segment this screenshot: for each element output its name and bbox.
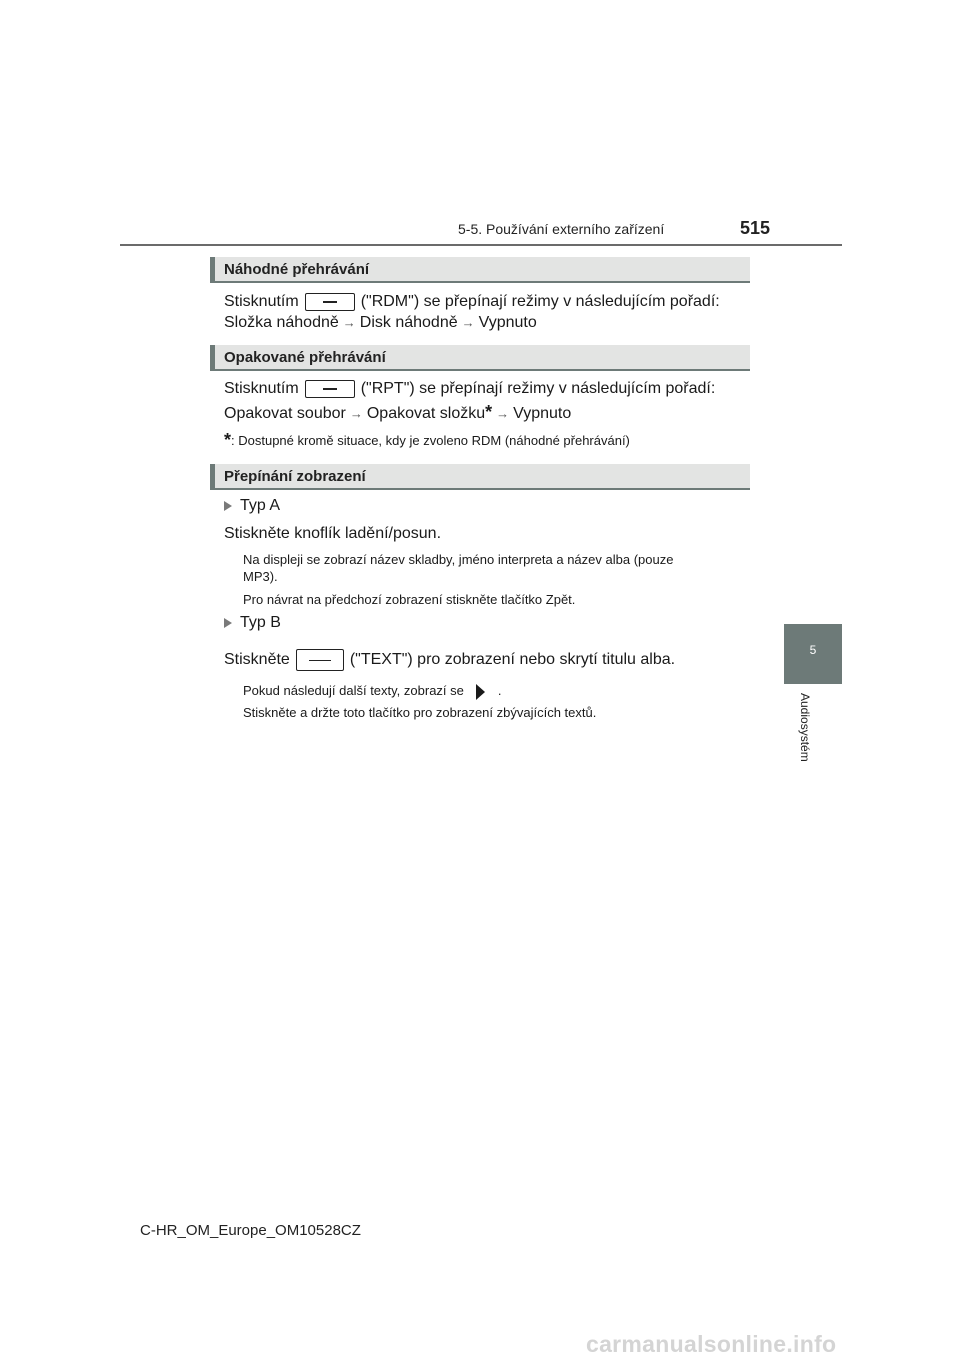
type-a-note1-line1: Na displeji se zobrazí název skladby, jméno interpreta a název alba (pouze xyxy=(243,552,674,567)
rpt-button-icon xyxy=(305,380,355,398)
repeat-instruction xyxy=(224,380,715,398)
type-b-instruction xyxy=(224,649,675,671)
arrow-icon: → xyxy=(496,406,510,421)
header-divider xyxy=(120,244,842,246)
type-b-note1-suffix: . xyxy=(497,683,502,698)
heading-repeat-playback: Opakované přehrávání xyxy=(210,345,750,371)
heading-random-playback: Náhodné přehrávání xyxy=(210,257,750,283)
more-text-arrow-icon xyxy=(476,684,486,700)
repeat-seq-2: Opakovat složku xyxy=(366,405,486,422)
watermark: carmanualsonline.info xyxy=(586,1331,837,1357)
text-button-icon xyxy=(296,649,344,671)
heading-display-switching: Přepínání zobrazení xyxy=(210,464,750,490)
repeat-seq-1: Opakovat soubor xyxy=(224,405,346,422)
type-b-instruction-prefix: Stiskněte xyxy=(224,651,290,669)
type-b-note1 xyxy=(243,683,502,700)
type-b-note2: Stiskněte a držte toto tlačítko pro zobrazení zbývajících textů. xyxy=(243,705,597,720)
random-seq-3: Vypnuto xyxy=(478,314,537,331)
type-a-instruction: Stiskněte knoflík ladění/posun. xyxy=(224,525,442,542)
type-b-text: Typ B xyxy=(240,614,281,631)
document-code: C-HR_OM_Europe_OM10528CZ xyxy=(140,1222,361,1239)
repeat-footnote xyxy=(224,430,630,450)
repeat-instruction-suffix: ("RPT") se přepínají režimy v následujícím pořadí: xyxy=(360,380,716,398)
footnote-star: * xyxy=(224,430,232,450)
header-section-title: 5-5. Používání externího zařízení xyxy=(458,221,665,237)
repeat-sequence xyxy=(224,402,572,423)
repeat-footnote-text: : Dostupné kromě situace, kdy je zvoleno RDM (náhodné přehrávání) xyxy=(231,433,630,448)
rdm-button-icon xyxy=(305,293,355,311)
page-number: 515 xyxy=(740,218,771,238)
type-b-label xyxy=(224,614,281,632)
bullet-triangle-icon xyxy=(224,618,232,628)
type-a-label xyxy=(224,497,280,515)
type-a-text: Typ A xyxy=(240,497,281,514)
chapter-tab-number: 5 xyxy=(809,643,817,657)
repeat-seq-3: Vypnuto xyxy=(513,405,572,422)
arrow-icon: → xyxy=(349,406,363,421)
random-instruction-prefix: Stisknutím xyxy=(224,293,299,311)
type-b-note1-prefix: Pokud následují další texty, zobrazí se xyxy=(243,683,464,698)
random-instruction-suffix: ("RDM") se přepínají režimy v následujícím pořadí: xyxy=(360,293,720,311)
type-a-note2: Pro návrat na předchozí zobrazení stiskněte tlačítko Zpět. xyxy=(243,592,576,607)
type-b-instruction-suffix: ("TEXT") pro zobrazení nebo skrytí titulu alba. xyxy=(349,651,676,669)
arrow-icon: → xyxy=(461,315,475,330)
arrow-icon: → xyxy=(342,315,356,330)
chapter-tab-label: Audiosystém xyxy=(798,693,812,762)
random-seq-2: Disk náhodně xyxy=(359,314,458,331)
repeat-instruction-prefix: Stisknutím xyxy=(224,380,299,398)
footnote-star: * xyxy=(485,402,493,422)
random-sequence xyxy=(224,314,537,332)
random-instruction xyxy=(224,293,720,311)
type-a-note1-line2: MP3). xyxy=(243,569,278,584)
random-seq-1: Složka náhodně xyxy=(224,314,339,331)
bullet-triangle-icon xyxy=(224,501,232,511)
